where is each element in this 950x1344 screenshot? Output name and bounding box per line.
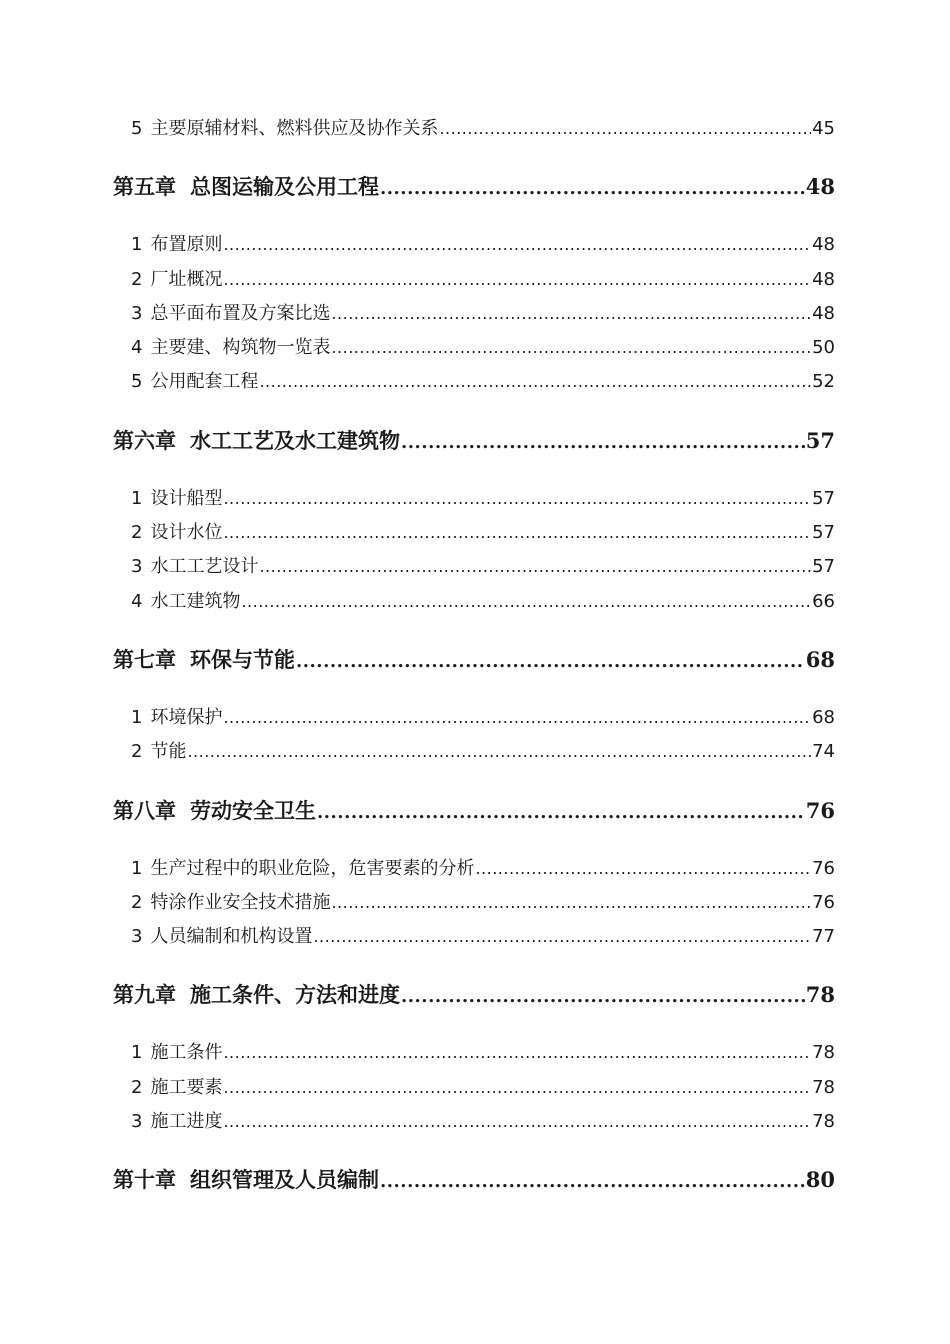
chapter-number: 第八章 xyxy=(113,797,176,823)
toc-item-entry[interactable] xyxy=(113,516,835,550)
dot-leader xyxy=(223,1105,811,1139)
dot-leader xyxy=(380,1163,805,1197)
toc-item-entry[interactable] xyxy=(113,112,835,146)
item-page-number: 78 xyxy=(812,1042,835,1064)
toc-chapter-entry[interactable] xyxy=(113,170,835,204)
toc-chapter-entry[interactable] xyxy=(113,794,835,828)
chapter-heading xyxy=(113,643,295,677)
item-heading xyxy=(131,297,330,331)
chapter-title: 劳动安全卫生 xyxy=(190,797,316,823)
chapter-heading xyxy=(113,170,379,204)
toc-item-entry[interactable] xyxy=(113,1036,835,1070)
toc-item-entry[interactable] xyxy=(113,297,835,331)
toc-chapter-entry[interactable] xyxy=(113,643,835,677)
item-title: 设计船型 xyxy=(150,487,223,509)
toc-chapter-entry[interactable] xyxy=(113,1163,835,1197)
chapter-number: 第九章 xyxy=(113,982,176,1008)
item-page-number: 48 xyxy=(812,268,835,290)
item-title: 公用配套工程 xyxy=(150,371,259,393)
item-page-number: 50 xyxy=(812,337,835,359)
item-page-number: 77 xyxy=(812,926,835,948)
chapter-heading xyxy=(113,1163,379,1197)
item-page-number: 45 xyxy=(812,118,835,139)
item-heading xyxy=(131,482,222,516)
item-title: 施工条件 xyxy=(150,1042,223,1064)
item-number: 5 xyxy=(131,371,143,393)
item-title: 主要原辅材料、燃料供应及协作关系 xyxy=(150,118,439,139)
item-title: 设计水位 xyxy=(150,522,223,544)
item-number: 2 xyxy=(131,891,143,913)
item-title: 人员编制和机构设置 xyxy=(150,926,313,948)
chapter-page-number: 57 xyxy=(805,427,835,453)
chapter-title: 总图运输及公用工程 xyxy=(190,174,379,200)
item-heading xyxy=(131,365,258,399)
chapter-page-number: 68 xyxy=(805,646,835,672)
chapter-page-number: 78 xyxy=(805,982,835,1008)
item-page-number: 57 xyxy=(812,487,835,509)
item-heading xyxy=(131,585,240,619)
toc-item-entry[interactable] xyxy=(113,886,835,920)
toc-item-entry[interactable] xyxy=(113,482,835,516)
item-number: 2 xyxy=(131,1076,143,1098)
item-page-number: 76 xyxy=(812,891,835,913)
item-page-number: 57 xyxy=(812,556,835,578)
toc-item-entry[interactable] xyxy=(113,585,835,619)
chapter-title: 组织管理及人员编制 xyxy=(190,1167,379,1193)
toc-item-entry[interactable] xyxy=(113,365,835,399)
chapter-number: 第七章 xyxy=(113,646,176,672)
item-title: 厂址概况 xyxy=(150,268,223,290)
item-page-number: 68 xyxy=(812,706,835,728)
chapter-title: 环保与节能 xyxy=(190,646,295,672)
item-title: 节能 xyxy=(150,741,187,763)
item-title: 总平面布置及方案比选 xyxy=(150,302,331,324)
toc-item-entry[interactable] xyxy=(113,331,835,365)
dot-leader xyxy=(401,424,805,458)
dot-leader xyxy=(223,482,811,516)
dot-leader xyxy=(259,550,811,584)
chapter-number: 第五章 xyxy=(113,174,176,200)
item-number: 3 xyxy=(131,302,143,324)
item-page-number: 57 xyxy=(812,522,835,544)
toc-item-entry[interactable] xyxy=(113,852,835,886)
item-number: 1 xyxy=(131,234,143,256)
item-number: 4 xyxy=(131,337,143,359)
toc-item-entry[interactable] xyxy=(113,735,835,769)
chapter-title: 水工工艺及水工建筑物 xyxy=(190,427,400,453)
dot-leader xyxy=(241,585,811,619)
item-heading xyxy=(131,263,222,297)
toc-chapter-entry[interactable] xyxy=(113,978,835,1012)
item-page-number: 52 xyxy=(812,371,835,393)
toc-item-entry[interactable] xyxy=(113,701,835,735)
item-number: 2 xyxy=(131,522,143,544)
chapter-heading xyxy=(113,794,316,828)
item-heading xyxy=(131,735,186,769)
item-title: 布置原则 xyxy=(150,234,223,256)
item-number: 1 xyxy=(131,706,143,728)
chapter-heading xyxy=(113,424,400,458)
item-title: 主要建、构筑物一览表 xyxy=(150,337,331,359)
item-number: 5 xyxy=(131,118,143,139)
item-title: 水工建筑物 xyxy=(150,590,241,612)
item-heading xyxy=(131,112,438,146)
dot-leader xyxy=(259,365,811,399)
item-heading xyxy=(131,331,330,365)
item-number: 2 xyxy=(131,741,143,763)
dot-leader xyxy=(313,920,811,954)
item-page-number: 66 xyxy=(812,590,835,612)
item-number: 1 xyxy=(131,487,143,509)
item-heading xyxy=(131,1105,222,1139)
dot-leader xyxy=(401,978,805,1012)
item-heading xyxy=(131,516,222,550)
toc-item-entry[interactable] xyxy=(113,228,835,262)
dot-leader xyxy=(296,643,805,677)
dot-leader xyxy=(223,263,811,297)
item-heading xyxy=(131,1071,222,1105)
item-heading xyxy=(131,550,258,584)
table-of-contents xyxy=(113,112,835,1221)
chapter-page-number: 80 xyxy=(805,1167,835,1193)
item-heading xyxy=(131,1036,222,1070)
item-page-number: 78 xyxy=(812,1111,835,1133)
dot-leader xyxy=(223,1071,811,1105)
dot-leader xyxy=(223,516,811,550)
item-title: 施工要素 xyxy=(150,1076,223,1098)
item-title: 特涂作业安全技术措施 xyxy=(150,891,331,913)
item-title: 施工进度 xyxy=(150,1111,223,1133)
dot-leader xyxy=(331,331,811,365)
item-number: 4 xyxy=(131,590,143,612)
chapter-page-number: 76 xyxy=(805,797,835,823)
item-heading xyxy=(131,701,222,735)
toc-item-entry[interactable] xyxy=(113,920,835,954)
item-page-number: 76 xyxy=(812,857,835,879)
dot-leader xyxy=(331,886,811,920)
item-page-number: 48 xyxy=(812,234,835,256)
item-number: 2 xyxy=(131,268,143,290)
toc-chapter-entry[interactable] xyxy=(113,424,835,458)
item-heading xyxy=(131,886,330,920)
dot-leader xyxy=(475,852,811,886)
chapter-page-number: 48 xyxy=(805,174,835,200)
dot-leader xyxy=(439,112,811,146)
dot-leader xyxy=(223,701,811,735)
item-title: 环境保护 xyxy=(150,706,223,728)
item-page-number: 78 xyxy=(812,1076,835,1098)
chapter-heading xyxy=(113,978,400,1012)
item-title: 水工工艺设计 xyxy=(150,556,259,578)
chapter-title: 施工条件、方法和进度 xyxy=(190,982,400,1008)
toc-item-entry[interactable] xyxy=(113,1071,835,1105)
item-title: 生产过程中的职业危险，危害要素的分析 xyxy=(150,857,475,879)
item-page-number: 74 xyxy=(812,741,835,763)
item-number: 3 xyxy=(131,926,143,948)
item-heading xyxy=(131,228,222,262)
dot-leader xyxy=(223,1036,811,1070)
dot-leader xyxy=(223,228,811,262)
item-number: 3 xyxy=(131,556,143,578)
toc-item-entry[interactable] xyxy=(113,1105,835,1139)
item-heading xyxy=(131,852,474,886)
chapter-number: 第十章 xyxy=(113,1167,176,1193)
item-number: 3 xyxy=(131,1111,143,1133)
toc-item-entry[interactable] xyxy=(113,550,835,584)
item-number: 1 xyxy=(131,1042,143,1064)
item-number: 1 xyxy=(131,857,143,879)
dot-leader xyxy=(380,170,805,204)
item-page-number: 48 xyxy=(812,302,835,324)
chapter-number: 第六章 xyxy=(113,427,176,453)
toc-item-entry[interactable] xyxy=(113,263,835,297)
dot-leader xyxy=(331,297,811,331)
dot-leader xyxy=(187,735,811,769)
dot-leader xyxy=(317,794,805,828)
item-heading xyxy=(131,920,312,954)
